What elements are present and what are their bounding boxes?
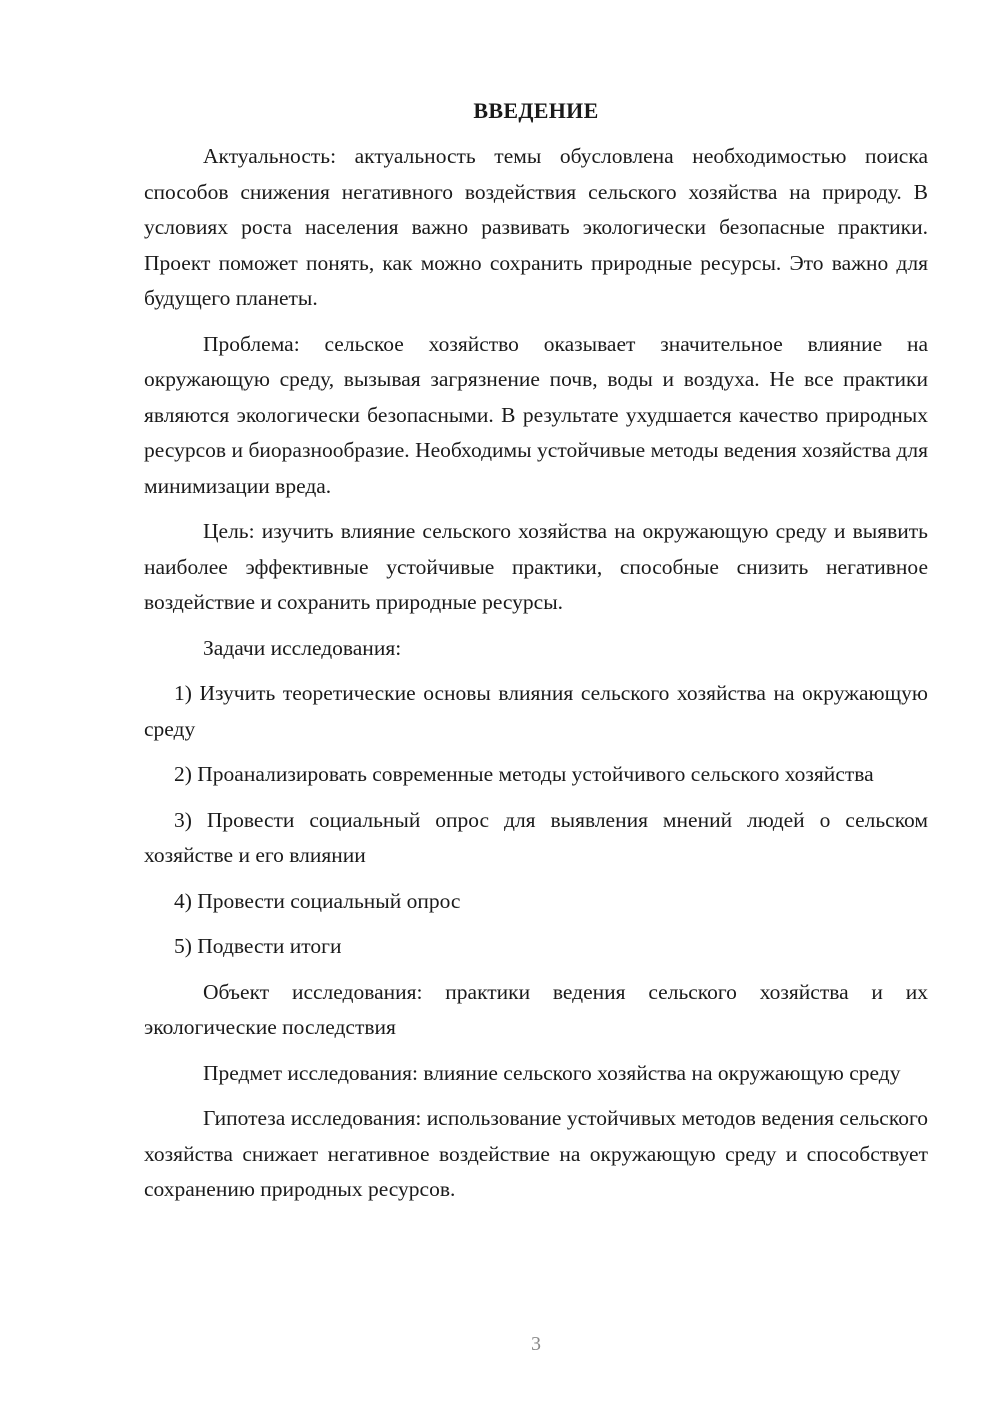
task-item: 1) Изучить теоретические основы влияния сельского хозяйства на окружающую среду [144,681,928,741]
task-item: 4) Провести социальный опрос [174,888,461,913]
hypothesis-paragraph: Гипотеза исследования: использование устойчивых методов ведения сельского хозяйства снижает негативное воздействие на окружающую среду и способствует сохранению природных ресурсов. [144,1106,928,1201]
task-item: 5) Подвести итоги [174,934,342,958]
object-paragraph: Объект исследования: практики ведения сельского хозяйства и их экологические последствия [144,979,928,1039]
problem-paragraph: Проблема: сельское хозяйство оказывает значительное влияние на окружающую среду, вызывая загрязнение почв, воды и воздуха. Не все практики являются экологически безопасными. В результате ухудшается качество природных ресурсов и биоразнообразие. Необходимы устойчивые методы ведения хозяйства для минимизации вреда. [144,331,928,498]
section-title: ВВЕДЕНИЕ [473,98,599,123]
subject-paragraph: Предмет исследования: влияние сельского хозяйства на окружающую среду [203,1060,901,1085]
document-page [144,95,928,1218]
goal-paragraph: Цель: изучить влияние сельского хозяйства на окружающую среду и выявить наиболее эффективные устойчивые практики, способные снизить негативное воздействие и сохранить природные ресурсы. [144,519,928,614]
task-item: 3) Провести социальный опрос для выявления мнений людей о сельском хозяйстве и его влиянии [144,807,928,867]
relevance-paragraph: Актуальность: актуальность темы обусловлена необходимостью поиска способов снижения негативного воздействия сельского хозяйства на природу. В условиях роста населения важно развивать экологически безопасные практики. Проект поможет понять, как можно сохранить природные ресурсы. Это важно для будущего планеты. [144,144,928,310]
page-number: 3 [531,1333,541,1355]
task-item: 2) Проанализировать современные методы устойчивого сельского хозяйства [174,762,874,786]
tasks-heading: Задачи исследования: [203,635,402,660]
